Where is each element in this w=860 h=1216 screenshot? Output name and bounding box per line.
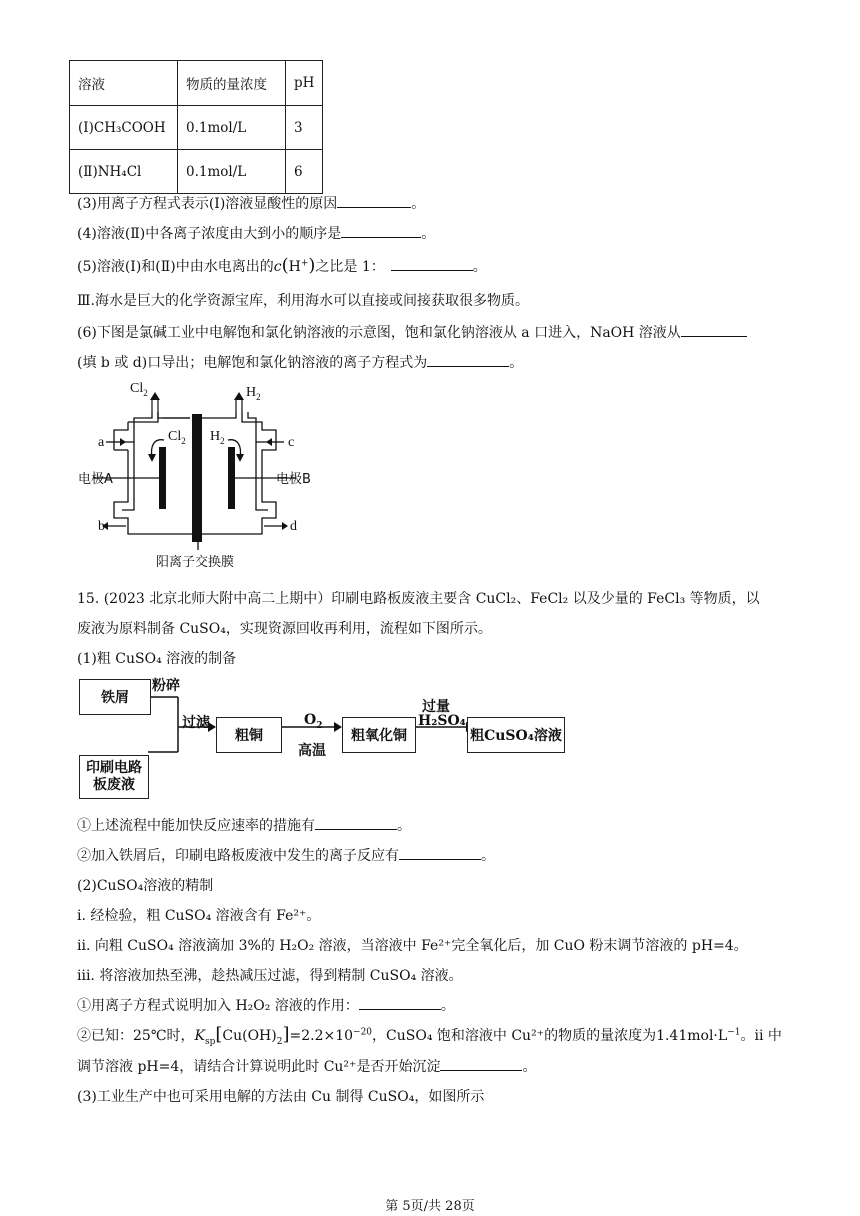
membrane-label: 阳离子交换膜: [156, 555, 235, 570]
question-15-line-2: 废液为原料制备 CuSO₄，实现资源回收再利用，流程如下图所示。: [77, 621, 492, 637]
table-row: [70, 106, 323, 150]
table-header: 物质的量浓度: [178, 61, 286, 106]
high-temp-label: 高温: [298, 743, 326, 759]
grind-label: 粉碎: [152, 678, 180, 694]
answer-blank: [440, 1056, 522, 1071]
question-15-line-1: 15. (2023 北京北师大附中高二上期中）印刷电路板废液主要含 CuCl₂、FeCl₂ 以及少量的 FeCl₃ 等物质，以: [77, 591, 760, 607]
answer-blank: [681, 322, 747, 337]
step-iii: iii. 将溶液加热至沸，趁热减压过滤，得到精制 CuSO₄ 溶液。: [77, 968, 463, 984]
excess-label: 过量: [422, 699, 450, 715]
question-15-2-a: ①用离子方程式说明加入 H₂O₂ 溶液的作用： 。: [77, 995, 455, 1015]
table-cell: (Ⅰ)CH₃COOH: [70, 106, 178, 150]
question-4: (4)溶液(Ⅱ)中各离子浓度由大到小的顺序是 。: [77, 223, 435, 243]
cl2-outlet-label: $Cl_2$: [130, 381, 148, 398]
question-15-2-b-line-2: 调节溶液 pH=4，请结合计算说明此时 Cu²⁺是否开始沉淀 。: [77, 1056, 536, 1076]
cation-exchange-membrane: [192, 414, 202, 542]
answer-blank: [315, 815, 397, 830]
outlet-b-label: b: [98, 519, 105, 534]
section-3-intro: Ⅲ.海水是巨大的化学资源宝库，利用海水可以直接或间接获取很多物质。: [77, 293, 529, 309]
question-15-1-a: ①上述流程中能加快反应速率的措施有 。: [77, 815, 411, 835]
table-cell: (Ⅱ)NH₄Cl: [70, 150, 178, 194]
answer-blank: [337, 193, 411, 208]
inlet-a-label: a: [98, 435, 105, 450]
answer-blank: [391, 256, 473, 271]
crude-cuso4-box: 粗CuSO₄溶液: [467, 717, 565, 753]
electrode-b-label: 电极B: [276, 472, 311, 487]
iron-scrap-box: 铁屑: [79, 679, 151, 715]
answer-blank: [341, 223, 421, 238]
oxygen-label: $O_2$: [304, 712, 323, 731]
page-footer: 第 5页/共 28页: [385, 1199, 475, 1214]
concentration-ph-table: [69, 60, 323, 194]
question-3: (3)用离子方程式表示(Ⅰ)溶液显酸性的原因 。: [77, 193, 425, 213]
step-i: i. 经检验，粗 CuSO₄ 溶液含有 Fe²⁺。: [77, 908, 321, 924]
table-row: [70, 150, 323, 194]
cl2-inner-label: $Cl_2$: [168, 429, 186, 446]
table-cell: 0.1mol/L: [178, 106, 286, 150]
table-cell: 6: [286, 150, 323, 194]
step-ii: ii. 向粗 CuSO₄ 溶液滴加 3%的 H₂O₂ 溶液，当溶液中 Fe²⁺完全氧化后，加 CuO 粉末调节溶液的 pH=4。: [77, 938, 748, 954]
electrolysis-cell-diagram: [70, 372, 340, 572]
filter-label: 过滤: [182, 715, 210, 731]
answer-blank: [359, 995, 441, 1010]
crude-copper-box: 粗铜: [216, 717, 282, 753]
h2-outlet-label: $H_2$: [246, 385, 261, 402]
crude-copper-oxide-box: 粗氧化铜: [342, 717, 416, 753]
question-15-part-2-title: (2)CuSO₄溶液的精制: [77, 878, 214, 894]
question-5: (5)溶液(Ⅰ)和(Ⅱ)中由水电离出的c(H+)之比是 1： 。: [77, 255, 487, 276]
table-cell: 3: [286, 106, 323, 150]
question-15-1-b: ②加入铁屑后，印刷电路板废液中发生的离子反应有 。: [77, 845, 495, 865]
h2-inner-label: $H_2$: [210, 429, 225, 446]
question-6-line-2: (填 b 或 d)口导出；电解饱和氯化钠溶液的离子方程式为 。: [77, 352, 523, 372]
table-header: pH: [286, 61, 323, 106]
answer-blank: [427, 352, 509, 367]
question-6-line-1: (6)下图是氯碱工业中电解饱和氯化钠溶液的示意图，饱和氯化钠溶液从 a 口进入，NaOH 溶液从: [77, 322, 747, 342]
inlet-c-label: c: [288, 435, 295, 450]
answer-blank: [399, 845, 481, 860]
electrode-b: [228, 447, 235, 509]
electrode-a: [159, 447, 166, 509]
question-15-part-1-title: (1)粗 CuSO₄ 溶液的制备: [77, 651, 237, 667]
waste-liquid-box: 印刷电路板废液: [79, 755, 149, 799]
table-header: 溶液: [70, 61, 178, 106]
electrode-a-label: 电极A: [78, 472, 113, 487]
table-cell: 0.1mol/L: [178, 150, 286, 194]
question-15-2-b: ②已知：25℃时，$K_{sp}[Cu(OH)_2]=2.2\times 10^{-20}$，CuSO₄ 饱和溶液中 Cu²⁺的物质的量浓度为$1.41mol\cdot L^{-1}$。ii 中: [77, 1024, 782, 1047]
question-15-part-3: (3)工业生产中也可采用电解的方法由 Cu 制得 CuSO₄，如图所示: [77, 1089, 485, 1105]
outlet-d-label: d: [290, 519, 297, 534]
sulfuric-acid-label: H₂SO₄: [418, 713, 466, 729]
